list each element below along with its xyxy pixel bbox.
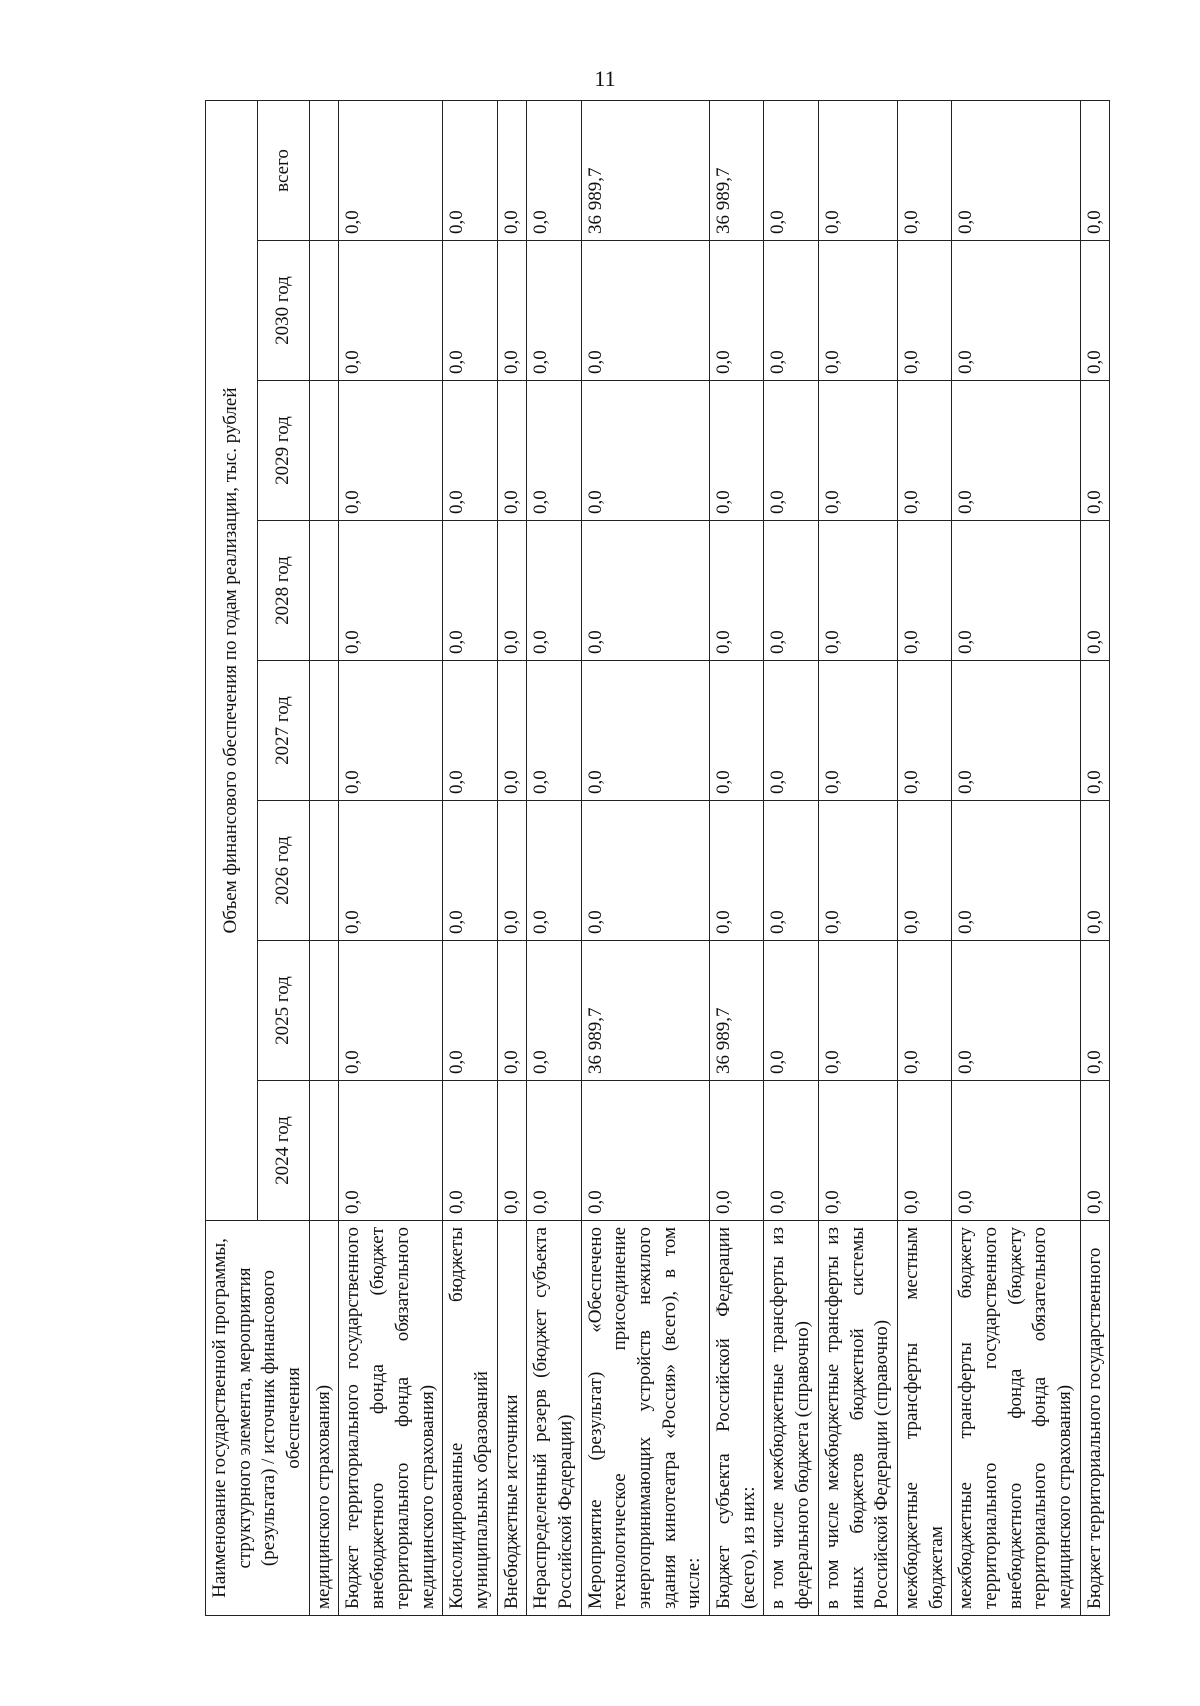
- year-header: 2027 год: [257, 661, 309, 801]
- year-value-cell: 0,0: [897, 801, 951, 941]
- year-value-cell: 0,0: [339, 801, 443, 941]
- year-value-cell: 36 989,7: [581, 941, 709, 1081]
- table-row: [309, 100, 339, 1615]
- year-value-cell: 0,0: [952, 661, 1080, 801]
- year-value-cell: 0,0: [339, 241, 443, 381]
- year-value-cell: 0,0: [818, 661, 897, 801]
- year-header: 2024 год: [257, 1081, 309, 1221]
- year-value-cell: 0,0: [581, 241, 709, 381]
- total-value-cell: 36 989,7: [710, 100, 764, 240]
- year-value-cell: 0,0: [443, 941, 497, 1081]
- table-row: [443, 100, 497, 1615]
- year-value-cell: 0,0: [952, 941, 1080, 1081]
- year-value-cell: 0,0: [818, 801, 897, 941]
- table-row: [710, 100, 764, 1615]
- year-value-cell: 0,0: [710, 661, 764, 801]
- year-value-cell: 0,0: [818, 1081, 897, 1221]
- year-value-cell: 0,0: [339, 661, 443, 801]
- year-value-cell: 0,0: [497, 1081, 527, 1221]
- table-row: [581, 100, 709, 1615]
- year-value-cell: 0,0: [443, 521, 497, 661]
- table-row: [897, 100, 951, 1615]
- year-value-cell: 0,0: [339, 521, 443, 661]
- row-name-cell: Мероприятие (результат) «Обеспечено технологическое присоединение энергопринимающих устройств нежилого здания кинотеатра «Россия» (всего), в том числе:: [581, 1221, 709, 1616]
- year-value-cell: [309, 661, 339, 801]
- header-row-1: [206, 100, 258, 1615]
- year-value-cell: 0,0: [1080, 941, 1110, 1081]
- year-value-cell: 0,0: [527, 521, 581, 661]
- year-value-cell: 0,0: [497, 381, 527, 521]
- total-value-cell: 0,0: [339, 100, 443, 240]
- page-number: 11: [594, 66, 616, 91]
- year-value-cell: 0,0: [527, 941, 581, 1081]
- row-name-cell: медицинского страхования): [309, 1221, 339, 1616]
- year-value-cell: [309, 941, 339, 1081]
- year-value-cell: 0,0: [897, 521, 951, 661]
- year-value-cell: 0,0: [818, 941, 897, 1081]
- table-row: [1080, 100, 1110, 1615]
- total-value-cell: 0,0: [764, 100, 818, 240]
- year-value-cell: 0,0: [764, 1081, 818, 1221]
- year-value-cell: 0,0: [764, 801, 818, 941]
- year-value-cell: 0,0: [443, 381, 497, 521]
- total-value-cell: 0,0: [818, 100, 897, 240]
- row-name-cell: в том числе межбюджетные трансферты из федерального бюджета (справочно): [764, 1221, 818, 1616]
- row-name-cell: Консолидированные бюджеты муниципальных образований: [443, 1221, 497, 1616]
- year-value-cell: 0,0: [710, 241, 764, 381]
- year-value-cell: 0,0: [581, 801, 709, 941]
- total-value-cell: 36 989,7: [581, 100, 709, 240]
- year-value-cell: [309, 521, 339, 661]
- year-value-cell: [309, 801, 339, 941]
- year-value-cell: [309, 1081, 339, 1221]
- year-value-cell: 0,0: [764, 241, 818, 381]
- year-value-cell: 0,0: [764, 381, 818, 521]
- year-value-cell: 0,0: [1080, 661, 1110, 801]
- year-value-cell: 0,0: [527, 661, 581, 801]
- year-value-cell: 0,0: [339, 1081, 443, 1221]
- row-name-cell: Бюджет территориального государственного внебюджетного фонда (бюджет территориального фонда обязательного медицинского страхования): [339, 1221, 443, 1616]
- year-value-cell: 0,0: [527, 1081, 581, 1221]
- year-value-cell: 0,0: [818, 241, 897, 381]
- year-value-cell: 0,0: [527, 801, 581, 941]
- year-value-cell: 0,0: [952, 1081, 1080, 1221]
- header-name-cell: Наименование государственной программы, структурного элемента, мероприятия (результата) / источник финансового обеспечения: [206, 1221, 310, 1616]
- row-name-cell: межбюджетные трансферты бюджету территориального государственного внебюджетного фонда (бюджету территориального фонда обязательного медицинского страхования): [952, 1221, 1080, 1616]
- year-value-cell: 0,0: [581, 1081, 709, 1221]
- year-value-cell: 0,0: [497, 801, 527, 941]
- year-value-cell: [309, 241, 339, 381]
- row-name-cell: Нераспределенный резерв (бюджет субъекта Российской Федерации): [527, 1221, 581, 1616]
- year-value-cell: 0,0: [952, 801, 1080, 941]
- row-name-cell: межбюджетные трансферты местным бюджетам: [897, 1221, 951, 1616]
- table-row: [952, 100, 1080, 1615]
- year-value-cell: 0,0: [764, 661, 818, 801]
- year-value-cell: 0,0: [897, 661, 951, 801]
- year-value-cell: 0,0: [764, 941, 818, 1081]
- row-name-cell: Внебюджетные источники: [497, 1221, 527, 1616]
- year-value-cell: 36 989,7: [710, 941, 764, 1081]
- year-value-cell: 0,0: [497, 241, 527, 381]
- year-value-cell: 0,0: [339, 381, 443, 521]
- year-value-cell: 0,0: [339, 941, 443, 1081]
- year-value-cell: 0,0: [1080, 1081, 1110, 1221]
- year-value-cell: 0,0: [497, 661, 527, 801]
- total-value-cell: 0,0: [897, 100, 951, 240]
- year-value-cell: 0,0: [710, 521, 764, 661]
- year-value-cell: [309, 381, 339, 521]
- year-value-cell: 0,0: [497, 521, 527, 661]
- header-volume-cell: Объем финансового обеспечения по годам реализации, тыс. рублей: [206, 100, 258, 1220]
- year-value-cell: 0,0: [897, 941, 951, 1081]
- year-value-cell: 0,0: [897, 1081, 951, 1221]
- year-value-cell: 0,0: [897, 241, 951, 381]
- year-value-cell: 0,0: [443, 241, 497, 381]
- year-header: 2025 год: [257, 941, 309, 1081]
- total-value-cell: 0,0: [443, 100, 497, 240]
- year-value-cell: 0,0: [952, 381, 1080, 521]
- year-value-cell: 0,0: [443, 801, 497, 941]
- total-value-cell: [309, 100, 339, 240]
- table-row: [818, 100, 897, 1615]
- year-value-cell: 0,0: [1080, 801, 1110, 941]
- year-header: 2030 год: [257, 241, 309, 381]
- year-value-cell: 0,0: [818, 521, 897, 661]
- year-header: 2026 год: [257, 801, 309, 941]
- table-row: [497, 100, 527, 1615]
- table-body: [309, 100, 1110, 1615]
- year-value-cell: 0,0: [710, 1081, 764, 1221]
- financing-table: [205, 100, 1110, 1616]
- year-value-cell: 0,0: [952, 521, 1080, 661]
- year-value-cell: 0,0: [897, 381, 951, 521]
- year-value-cell: 0,0: [818, 381, 897, 521]
- year-header: 2029 год: [257, 381, 309, 521]
- table-row: [764, 100, 818, 1615]
- total-value-cell: 0,0: [497, 100, 527, 240]
- year-value-cell: 0,0: [1080, 381, 1110, 521]
- year-value-cell: 0,0: [581, 381, 709, 521]
- rotated-table-container: [205, 101, 1125, 1616]
- table-row: [527, 100, 581, 1615]
- year-value-cell: 0,0: [710, 801, 764, 941]
- year-value-cell: 0,0: [443, 661, 497, 801]
- year-value-cell: 0,0: [952, 241, 1080, 381]
- year-value-cell: 0,0: [710, 381, 764, 521]
- year-value-cell: 0,0: [527, 241, 581, 381]
- total-value-cell: 0,0: [1080, 100, 1110, 240]
- year-value-cell: 0,0: [443, 1081, 497, 1221]
- year-value-cell: 0,0: [1080, 241, 1110, 381]
- year-value-cell: 0,0: [497, 941, 527, 1081]
- row-name-cell: Бюджет территориального государственного: [1080, 1221, 1110, 1616]
- year-value-cell: 0,0: [527, 381, 581, 521]
- table-row: [339, 100, 443, 1615]
- year-value-cell: 0,0: [764, 521, 818, 661]
- year-value-cell: 0,0: [581, 661, 709, 801]
- total-value-cell: 0,0: [527, 100, 581, 240]
- total-value-cell: 0,0: [952, 100, 1080, 240]
- year-value-cell: 0,0: [581, 521, 709, 661]
- year-header: 2028 год: [257, 521, 309, 661]
- row-name-cell: Бюджет субъекта Российской Федерации (всего), из них:: [710, 1221, 764, 1616]
- row-name-cell: в том числе межбюджетные трансферты из иных бюджетов бюджетной системы Российской Федерации (справочно): [818, 1221, 897, 1616]
- total-header: всего: [257, 100, 309, 240]
- year-value-cell: 0,0: [1080, 521, 1110, 661]
